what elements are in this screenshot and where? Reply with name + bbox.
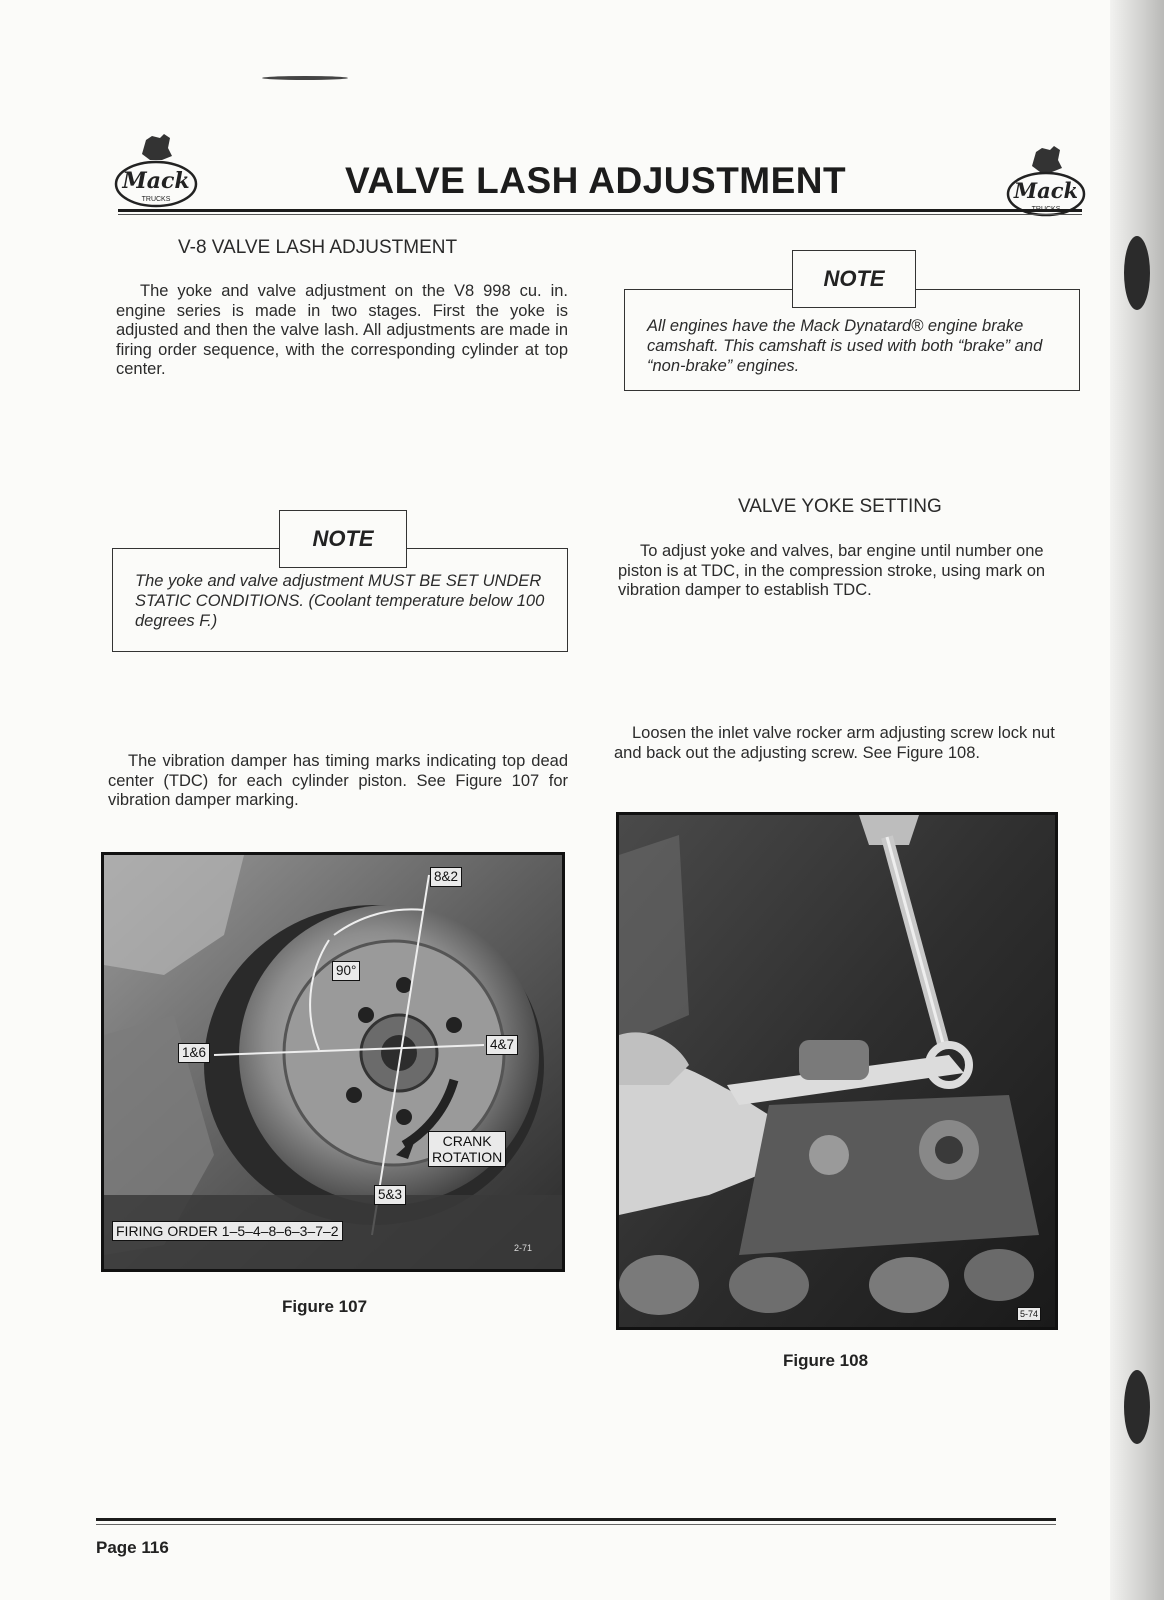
note-label-dynatard: NOTE: [792, 250, 916, 308]
yoke-paragraph: To adjust yoke and valves, bar engine until number one piston is at TDC, in the compression stroke, using mark on vibration damper to establish TDC.: [618, 542, 1046, 599]
logo-subtext: TRUCKS: [141, 196, 171, 203]
footer-rule-thin: [96, 1524, 1056, 1525]
figure-108-photo: [616, 812, 1058, 1330]
figure-107-code: 2-71: [514, 1243, 533, 1253]
figure-107-caption: Figure 107: [282, 1297, 368, 1316]
page-title: VALVE LASH ADJUSTMENT: [345, 160, 847, 201]
note-label-static: NOTE: [279, 510, 407, 568]
firing-order-label: FIRING ORDER 1–5–4–8–6–3–7–2: [112, 1221, 343, 1241]
note-text-dynatard: All engines have the Mack Dynatard® engine brake camshaft. This camshaft is used with both “brake” and “non-brake” engines.: [647, 317, 1043, 375]
damper-paragraph: The vibration damper has timing marks indicating top dead center (TDC) for each cylinder piston. See Figure 107 for vibration damper marking.: [108, 752, 568, 809]
binder-ring-icon: [1124, 236, 1150, 310]
figure-107-photo: [101, 852, 565, 1272]
scan-mark: [262, 76, 348, 80]
header-rule-thin: [118, 214, 1082, 215]
section-title-v8: V-8 VALVE LASH ADJUSTMENT: [178, 237, 458, 258]
crank-rotation-line1: CRANK: [442, 1133, 492, 1149]
timing-mark-5-3: 5&3: [374, 1185, 406, 1205]
timing-mark-1-6: 1&6: [178, 1043, 210, 1063]
figure-108-caption: Figure 108: [783, 1351, 869, 1370]
mack-logo-left: [112, 126, 198, 216]
binder-ring-icon: [1124, 1370, 1150, 1444]
loosen-paragraph: Loosen the inlet valve rocker arm adjusting screw lock nut and back out the adjusting screw. See Figure 108.: [614, 724, 1055, 762]
logo-text: Mack: [122, 168, 190, 194]
timing-mark-4-7: 4&7: [486, 1035, 518, 1055]
crank-rotation-label: [428, 1131, 506, 1167]
note-text-static: The yoke and valve adjustment MUST BE SET UNDER STATIC CONDITIONS. (Coolant temperature below 100 degrees F.): [135, 572, 545, 630]
section-title-yoke: VALVE YOKE SETTING: [738, 496, 942, 517]
logo-text: Mack: [1013, 178, 1079, 203]
figure-108-code: 5-74: [1017, 1307, 1041, 1321]
page-number: Page 116: [96, 1538, 169, 1557]
intro-paragraph: The yoke and valve adjustment on the V8 998 cu. in. engine series is made in two stages. First the yoke is adjusted and then the valve lash. All adjustments are made in firing order sequence, with the corresponding cylinder at top center.: [116, 282, 568, 378]
footer-rule: [96, 1518, 1056, 1521]
crank-rotation-line2: ROTATION: [432, 1149, 503, 1165]
timing-mark-8-2: 8&2: [430, 867, 462, 887]
mack-logo-right: [1002, 140, 1088, 230]
angle-label-90: 90°: [332, 961, 360, 981]
header-rule: [118, 209, 1082, 212]
